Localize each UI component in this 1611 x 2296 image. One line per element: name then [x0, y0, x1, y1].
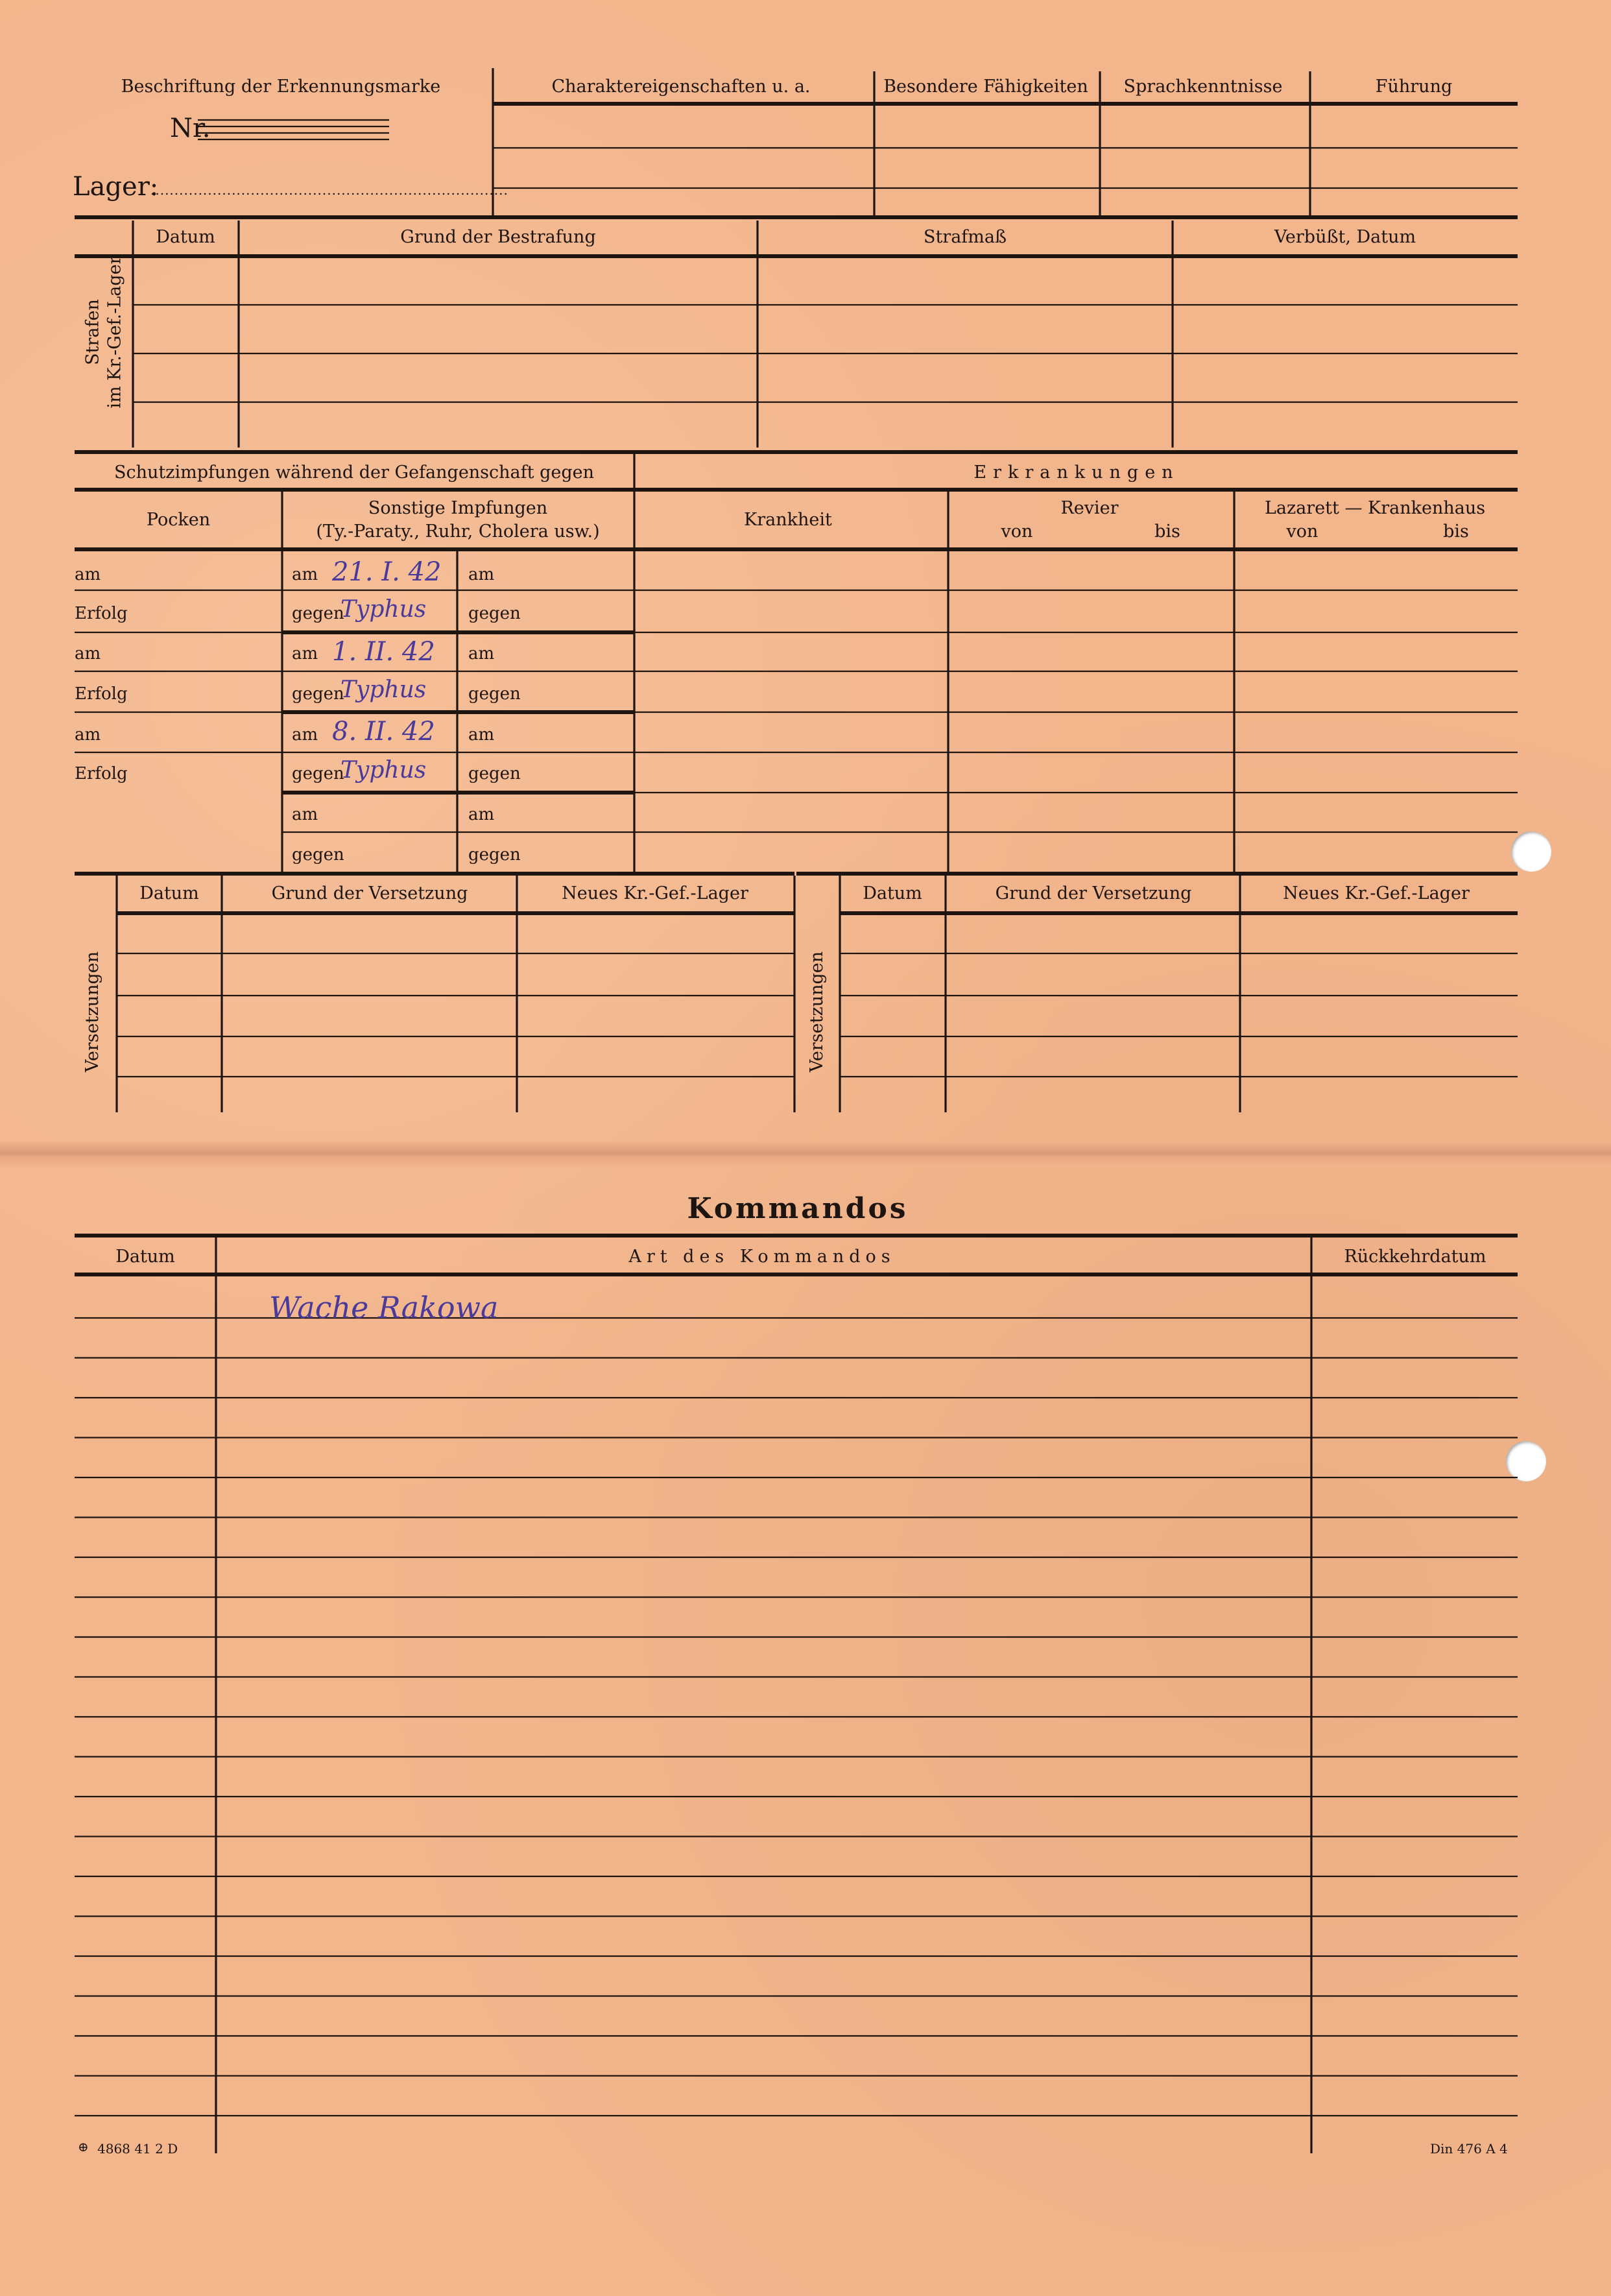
sonstige2-am-1: am: [468, 565, 495, 584]
pocken-am-3: am: [75, 725, 101, 745]
sonstige-heading-line1: Sonstige Impfungen: [368, 498, 548, 518]
strafen-side-label: [82, 256, 126, 408]
sonstige2-gegen-2: gegen: [468, 684, 521, 704]
versetzungen-grund-heading-left: Grund der Versetzung: [271, 883, 468, 903]
sonstige-am-2: am: [292, 644, 318, 664]
sonstige-gegen-4: gegen: [292, 845, 344, 865]
strafen-side-line1: Strafen: [82, 299, 103, 365]
impfung-date-1: 21. I. 42: [332, 557, 442, 587]
impfung-date-3: 8. II. 42: [332, 717, 435, 747]
sonstige-am-4: am: [292, 805, 318, 824]
faehigkeiten-heading: Besondere Fähigkeiten: [883, 77, 1088, 97]
sonstige2-gegen-4: gegen: [468, 845, 521, 865]
pocken-am-2: am: [75, 644, 101, 664]
pocken-erfolg-2: Erfolg: [75, 684, 128, 704]
footer-form-number: 4868 41 2 D: [97, 2141, 178, 2157]
versetzungen-section-lines: [75, 874, 1518, 1112]
lazarett-von: von: [1286, 521, 1319, 542]
revier-bis: bis: [1154, 521, 1180, 542]
footer-din: Din 476 A 4: [1430, 2141, 1508, 2157]
versetzungen-datum-heading-left: Datum: [139, 883, 199, 903]
lazarett-bis: bis: [1443, 521, 1469, 542]
sprachkenntnisse-heading: Sprachkenntnisse: [1123, 77, 1283, 97]
revier-heading: Revier: [1060, 498, 1119, 518]
charakter-heading: Charaktereigenschaften u. a.: [551, 77, 811, 97]
kommando-entry-1: Wache Rakowa: [269, 1290, 499, 1325]
pocken-heading: Pocken: [146, 510, 211, 530]
sonstige2-gegen-3: gegen: [468, 764, 521, 783]
versetzungen-neues-heading-right: Neues Kr.-Gef.-Lager: [1283, 883, 1470, 903]
print-mark-icon: ⊕: [78, 2139, 89, 2155]
strafen-datum-heading: Datum: [156, 227, 215, 247]
kommandos-datum-heading: Datum: [115, 1247, 175, 1267]
lager-dotted-line: ...........................................................................: [150, 182, 508, 198]
sonstige2-am-3: am: [468, 725, 495, 745]
sonstige2-gegen-1: gegen: [468, 604, 521, 623]
fuehrung-heading: Führung: [1375, 77, 1453, 97]
strafen-side-line2: im Kr.-Gef.-Lager: [104, 256, 125, 409]
versetzungen-datum-heading-right: Datum: [863, 883, 922, 903]
impfung-against-2: Typhus: [340, 676, 427, 703]
pocken-erfolg-3: Erfolg: [75, 764, 128, 783]
lager-label: Lager:: [73, 172, 159, 202]
revier-von: von: [1001, 521, 1033, 542]
kommandos-title: Kommandos: [687, 1192, 909, 1225]
kommandos-ruled-lines: [75, 1318, 1518, 2116]
pocken-erfolg-1: Erfolg: [75, 604, 128, 623]
erkrankungen-title: Erkrankungen: [973, 462, 1180, 483]
impfung-against-1: Typhus: [340, 596, 427, 623]
impfung-date-2: 1. II. 42: [332, 637, 435, 667]
erkennungsmarke-heading: Beschriftung der Erkennungsmarke: [121, 77, 441, 97]
sonstige2-am-4: am: [468, 805, 495, 824]
impfung-against-3: Typhus: [340, 757, 427, 783]
krankheit-heading: Krankheit: [744, 510, 832, 530]
verbuesst-heading: Verbüßt, Datum: [1274, 227, 1416, 247]
kommandos-art-heading: Art des Kommandos: [628, 1247, 896, 1267]
versetzungen-neues-heading-left: Neues Kr.-Gef.-Lager: [562, 883, 748, 903]
strafmass-heading: Strafmaß: [923, 227, 1007, 247]
strafen-grund-heading: Grund der Bestrafung: [400, 227, 596, 247]
pocken-am-1: am: [75, 565, 101, 584]
sonstige-am-3: am: [292, 725, 318, 745]
sonstige-gegen-1: gegen: [292, 604, 344, 623]
lazarett-heading: Lazarett — Krankenhaus: [1264, 498, 1486, 518]
versetzungen-side-label-right: Versetzungen: [807, 951, 828, 1073]
versetzungen-grund-heading-right: Grund der Versetzung: [995, 883, 1192, 903]
sonstige-heading-line2: (Ty.-Paraty., Ruhr, Cholera usw.): [316, 521, 600, 542]
rueckkehrdatum-heading: Rückkehrdatum: [1344, 1247, 1486, 1267]
sonstige-gegen-3: gegen: [292, 764, 344, 783]
kommandos-section-lines: [75, 1236, 1518, 2157]
sonstige-gegen-2: gegen: [292, 684, 344, 704]
versetzungen-side-label-left: Versetzungen: [82, 951, 103, 1073]
strafen-section-lines: [75, 217, 1518, 448]
impfungen-title: Schutzimpfungen während der Gefangenschaft gegen: [114, 462, 594, 483]
sonstige-am-1: am: [292, 565, 318, 584]
sonstige2-am-2: am: [468, 644, 495, 664]
nr-label: Nr.: [170, 114, 211, 143]
